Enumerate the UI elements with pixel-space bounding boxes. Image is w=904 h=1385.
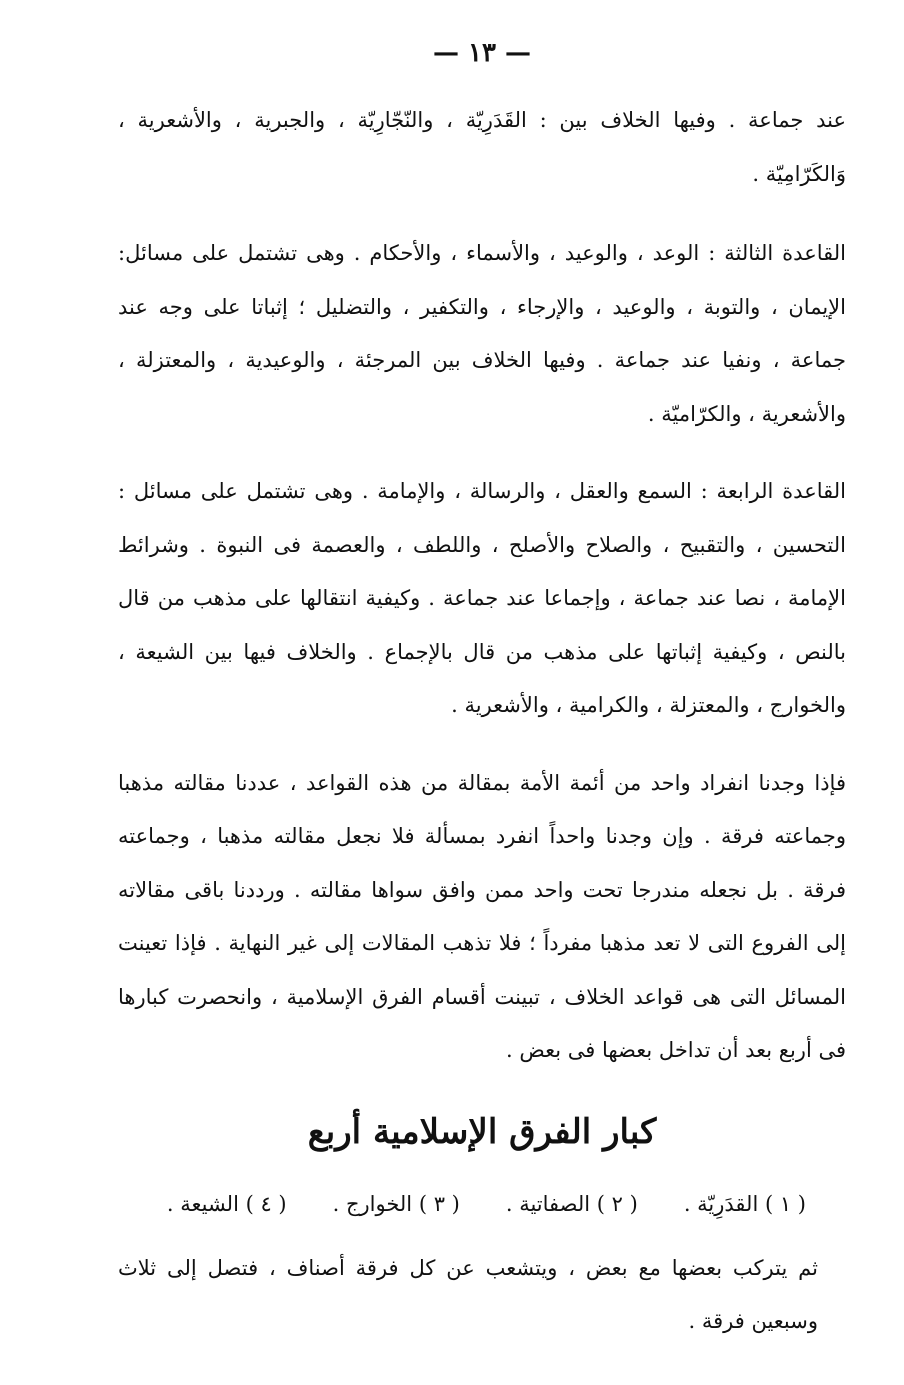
paragraph-closing: ثم يتركب بعضها مع بعض ، ويتشعب عن كل فرقة أصناف ، فتصل إلى ثلاث وسبعين فرقة . [118, 1255, 818, 1333]
page-number: — ١٣ — [432, 38, 532, 68]
sect-item-shia: ( ٤ ) الشيعة . [166, 1191, 287, 1216]
paragraph-continuation: عند جماعة . وفيها الخلاف بين : القَدَرِيّة ، والنّجّارِيّة ، والجبرية ، والأشعرية ، وَالكَرّامِيّة . [118, 108, 846, 186]
paragraph-sect-criteria: فإذا وجدنا انفراد واحد من أئمة الأمة بمقالة من هذه القواعد ، عددنا مقالته مذهبا وجماعته فرقة . وإن وجدنا واحداً انفرد بمسألة فلا نجعل مقالته مذهبا ، وجماعته فرقة . بل نجعله مندرجا تحت واحد ممن وافق سواها مقالته . ورددنا باقى مقالاته إلى الفروع التى لا تعد مذهبا مفرداً ؛ فلا تذهب المقالات إلى غير النهاية . فإذا تعينت المسائل التى هى قواعد الخلاف ، تبينت أقسام الفرق الإسلامية ، وانحصرت كبارها فى أربع بعد أن تداخل بعضها فى بعض . [118, 770, 846, 1062]
sect-item-sifatiyya: ( ٢ ) الصفاتية . [505, 1191, 638, 1216]
section-heading: كبار الفرق الإسلامية أربع [307, 1111, 657, 1152]
paragraph-fourth-rule: القاعدة الرابعة : السمع والعقل ، والرسالة ، والإمامة . وهى تشتمل على مسائل : التحسين ، والتقبيح ، والصلاح والأصلح ، واللطف ، والعصمة فى النبوة . وشرائط الإمامة ، نصا عند جماعة ، وإجماعا عند جماعة . وكيفية انتقالها على مذهب من قال بالنص ، وكيفية إثباتها على مذهب من قال بالإجماع . والخلاف فيها بين الشيعة ، والخوارج ، والمعتزلة ، والكرامية ، والأشعرية . [118, 479, 846, 717]
paragraph-third-rule: القاعدة الثالثة : الوعد ، والوعيد ، والأسماء ، والأحكام . وهى تشتمل على مسائل: الإيمان ، والتوبة ، والوعيد ، والإرجاء ، والتكفير ، والتضليل ؛ إثباتا على وجه عند جماعة ، ونفيا عند جماعة . وفيها الخلاف بين المرجئة ، والوعيدية ، والمعتزلة ، والأشعرية ، والكرّاميّة . [118, 241, 846, 426]
sect-item-qadariyya: ( ١ ) القدَرِيّة . [683, 1191, 806, 1216]
sects-list [118, 1192, 846, 1216]
sect-item-khawarij: ( ٣ ) الخوارج . [332, 1191, 460, 1216]
